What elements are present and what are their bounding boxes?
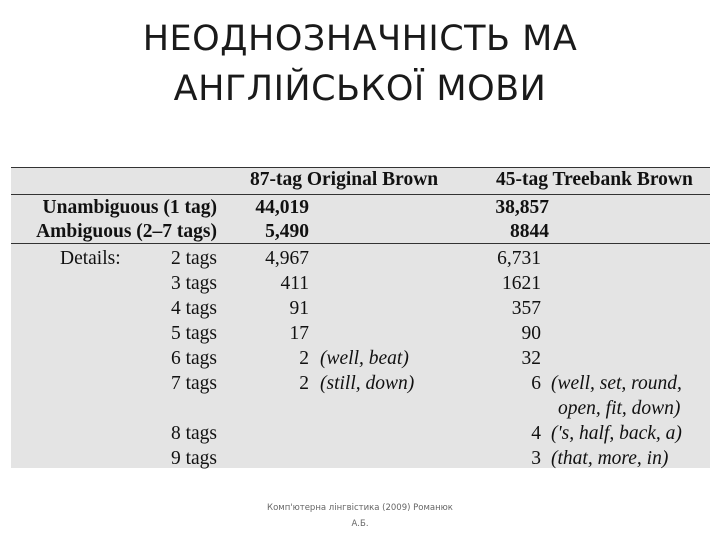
detail-tag-count: 3 tags xyxy=(170,273,217,294)
detail-treebank-count: 32 xyxy=(521,348,541,369)
detail-original-count: 2 xyxy=(299,373,309,394)
detail-treebank-count: 1621 xyxy=(502,273,541,294)
header-treebank-brown: 45-tag Treebank Brown xyxy=(496,169,693,190)
summary-rule xyxy=(11,243,710,244)
detail-tag-count: 7 tags xyxy=(170,373,217,394)
slide-title xyxy=(0,14,720,114)
detail-treebank-count: 6,731 xyxy=(497,248,541,269)
detail-tag-count: 4 tags xyxy=(170,298,217,319)
summary-label: Unambiguous (1 tag) xyxy=(42,197,217,218)
summary-treebank-count: 8844 xyxy=(510,221,549,242)
detail-treebank-count: 3 xyxy=(531,448,541,469)
detail-treebank-example: (that, more, in) xyxy=(551,448,669,469)
summary-label: Ambiguous (2–7 tags) xyxy=(36,221,217,242)
detail-original-count: 4,967 xyxy=(265,248,309,269)
detail-treebank-count: 357 xyxy=(511,298,541,319)
detail-tag-count: 6 tags xyxy=(170,348,217,369)
detail-original-example: (well, beat) xyxy=(320,348,409,369)
slide-footer xyxy=(240,500,480,532)
detail-original-count: 411 xyxy=(280,273,309,294)
detail-original-count: 2 xyxy=(299,348,309,369)
detail-tag-count: 8 tags xyxy=(170,423,217,444)
detail-original-count: 91 xyxy=(289,298,309,319)
summary-treebank-count: 38,857 xyxy=(495,197,549,218)
details-label: Details: xyxy=(60,248,121,269)
detail-treebank-example: (well, set, round, xyxy=(551,373,682,394)
detail-treebank-count: 90 xyxy=(521,323,541,344)
detail-tag-count: 9 tags xyxy=(170,448,217,469)
detail-tag-count: 5 tags xyxy=(170,323,217,344)
title-line-1: НЕОДНОЗНАЧНІСТЬ МА xyxy=(142,19,578,59)
detail-original-example: (still, down) xyxy=(320,373,415,394)
detail-original-count: 17 xyxy=(289,323,309,344)
detail-treebank-count: 4 xyxy=(531,423,541,444)
footer-line-1: Комп'ютерна лінгвістика (2009) Романюк xyxy=(267,503,453,513)
detail-tag-count: 2 tags xyxy=(170,248,217,269)
summary-original-count: 44,019 xyxy=(255,197,309,218)
detail-treebank-example: ('s, half, back, a) xyxy=(551,423,682,444)
summary-original-count: 5,490 xyxy=(265,221,309,242)
header-rule xyxy=(11,194,710,195)
title-line-2: АНГЛІЙСЬКОЇ МОВИ xyxy=(173,69,547,109)
footer-line-2: А.Б. xyxy=(351,519,369,529)
tag-ambiguity-table xyxy=(11,167,710,468)
detail-treebank-example: open, fit, down) xyxy=(558,398,681,419)
header-original-brown: 87-tag Original Brown xyxy=(250,169,439,190)
detail-treebank-count: 6 xyxy=(531,373,541,394)
